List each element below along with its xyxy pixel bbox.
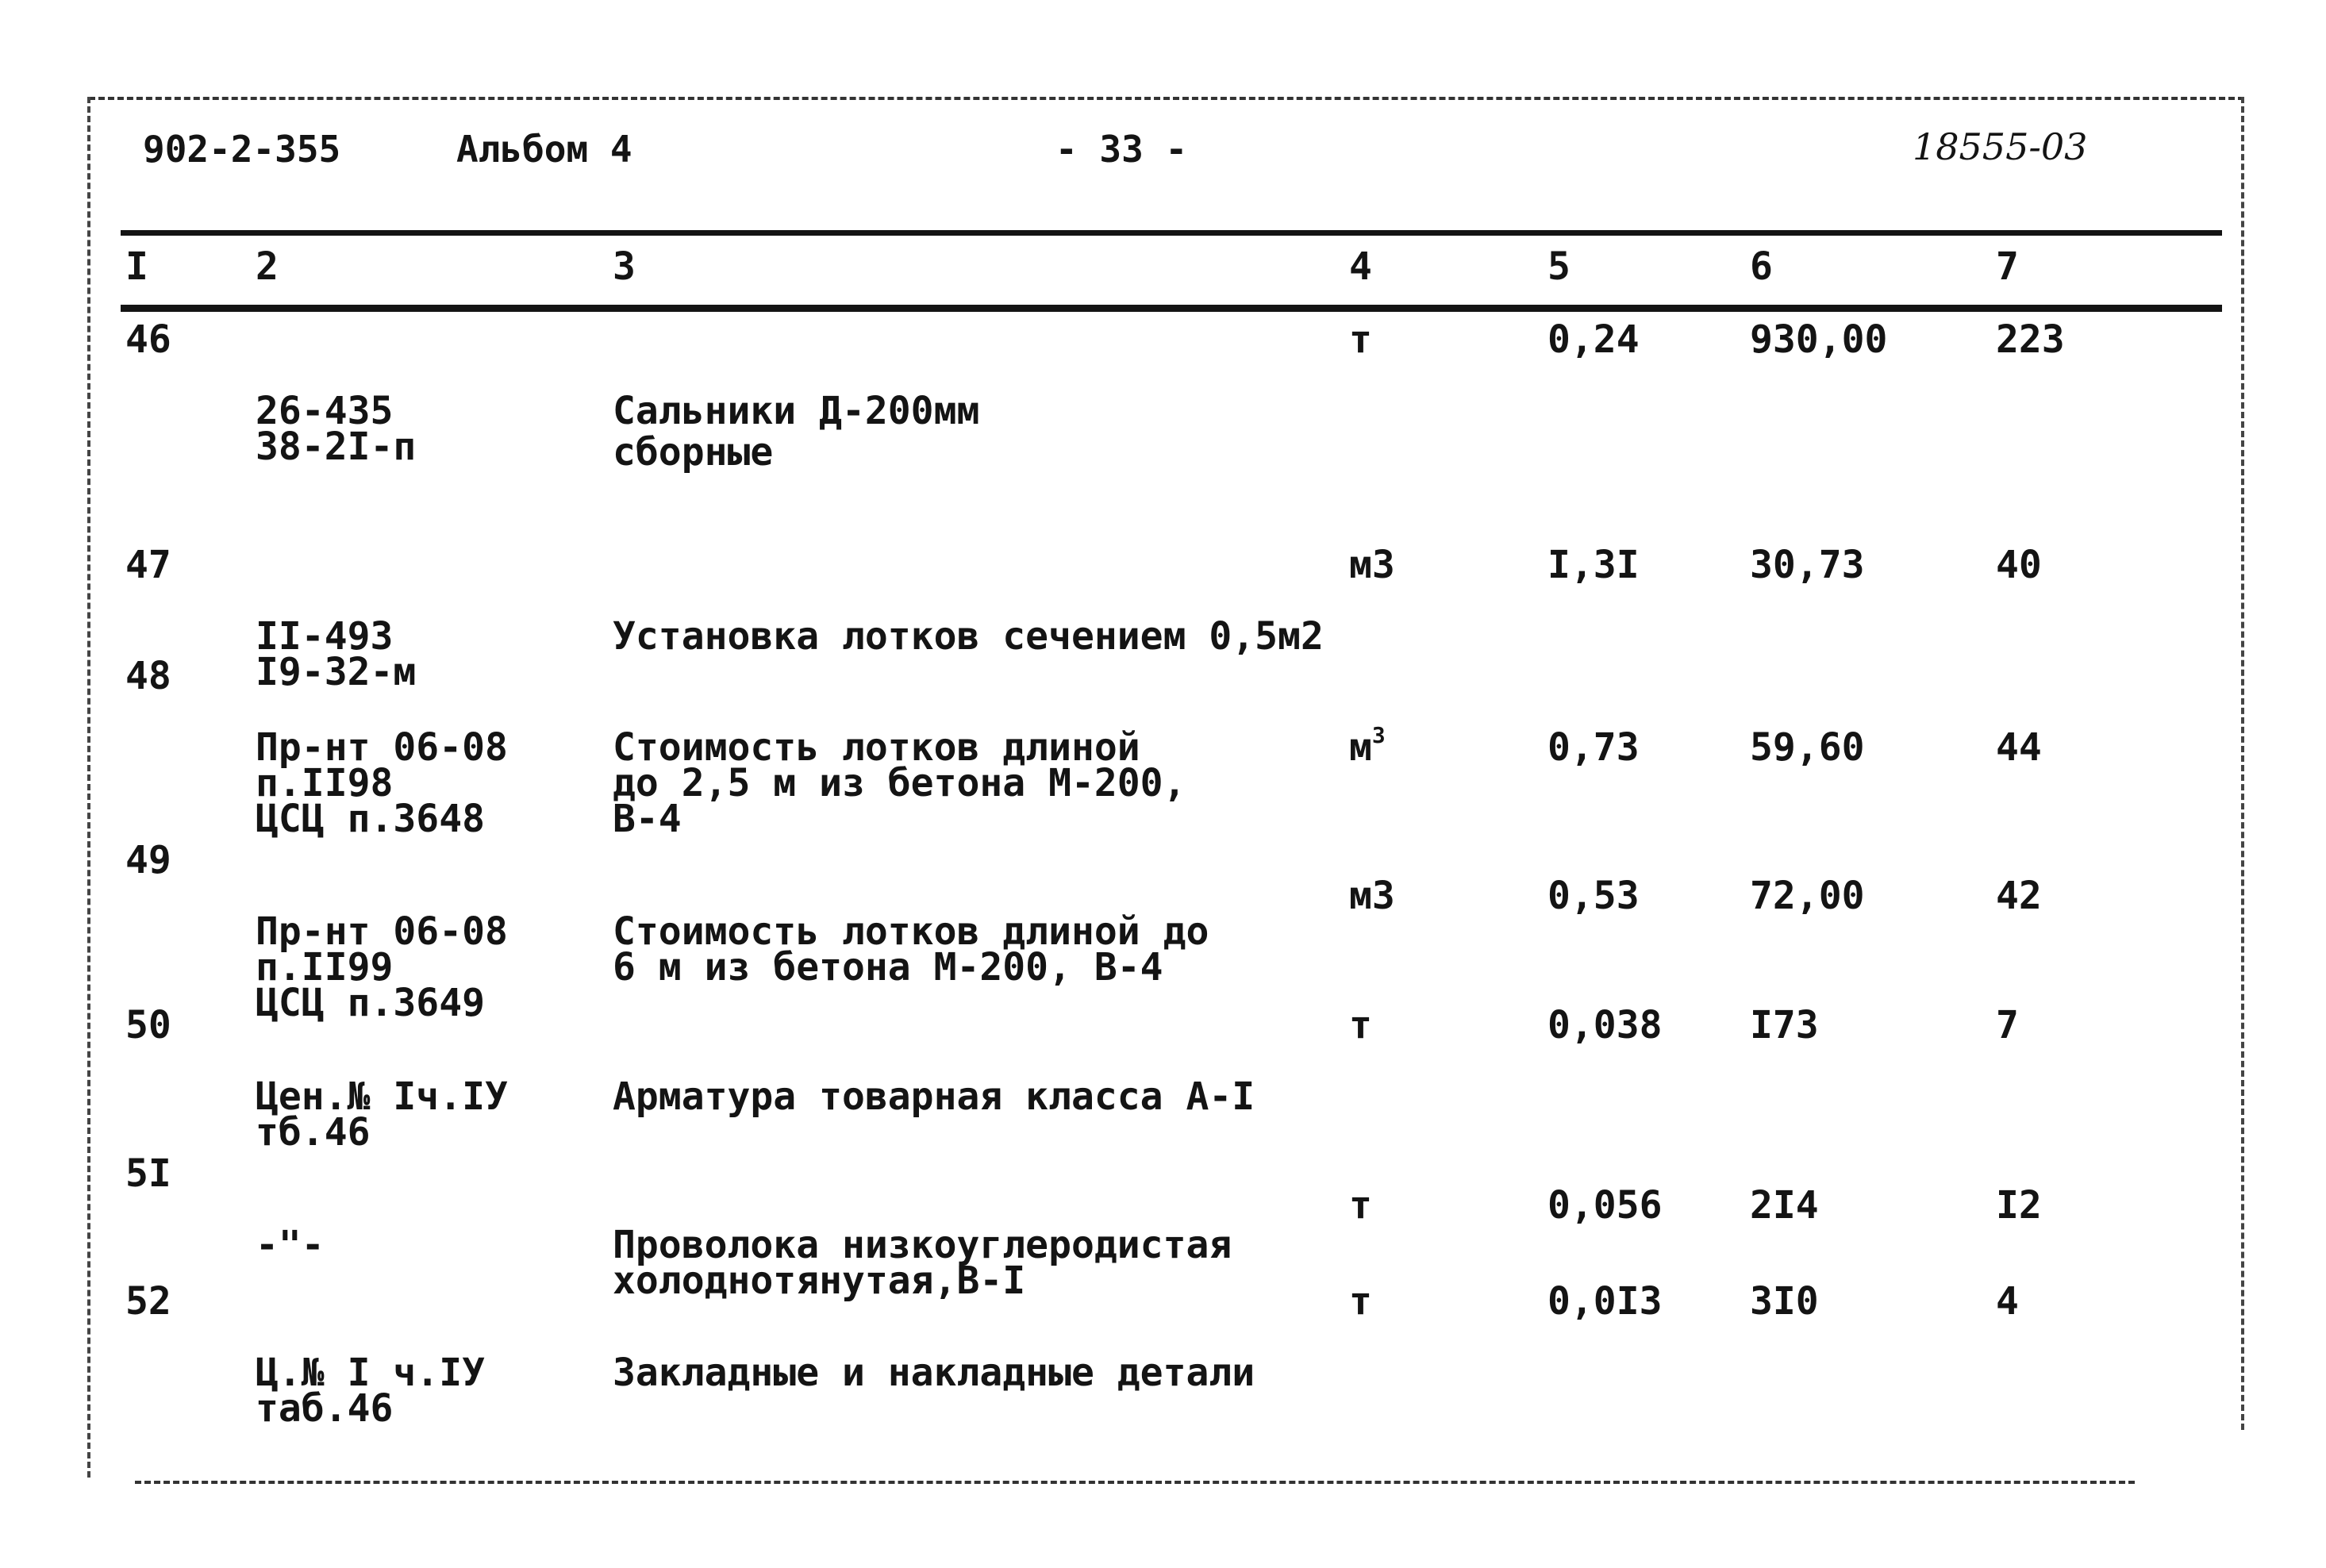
frame-right-border xyxy=(2241,97,2244,1430)
description-cell: Закладные и накладные детали xyxy=(613,1351,1255,1395)
quantity-cell: 0,056 xyxy=(1547,1183,1663,1228)
price-cell: 930,00 xyxy=(1750,317,1888,362)
description-cell: Установка лотков сечением 0,5м2 xyxy=(613,614,1324,659)
description-cell: Арматура товарная класса А-I xyxy=(613,1074,1255,1119)
price-cell: 72,00 xyxy=(1750,874,1865,918)
column-number-4: 4 xyxy=(1349,244,1372,289)
price-cell: 3I0 xyxy=(1750,1279,1819,1324)
cost-cell: 44 xyxy=(1996,725,2042,770)
cost-cell: 4 xyxy=(1996,1279,2019,1324)
header-rule-bottom xyxy=(121,305,2222,312)
column-number-6: 6 xyxy=(1750,244,1773,289)
column-number-3: 3 xyxy=(613,244,636,289)
frame-left-border xyxy=(87,97,90,1478)
cost-cell: I2 xyxy=(1996,1183,2042,1228)
reference-cell: Пр-нт 06-08 п.II99 ЦСЦ п.3649 xyxy=(256,909,508,1025)
unit-cell: т xyxy=(1349,317,1372,362)
unit-cell: $м^3$ xyxy=(1349,722,1386,770)
unit-superscript: 3 xyxy=(1371,722,1386,748)
quantity-cell: I,3I xyxy=(1547,543,1640,587)
reference-cell: 26-435 38-2I-п xyxy=(256,389,417,469)
quantity-cell: 0,73 xyxy=(1547,725,1640,770)
reference-cell: Пр-нт 06-08 п.II98 ЦСЦ п.3648 xyxy=(256,725,508,841)
description-cell: Стоимость лотков длиной до 6 м из бетона М-200, В-4 xyxy=(613,909,1209,990)
row-number: 50 xyxy=(125,1003,171,1047)
unit-cell: т xyxy=(1349,1183,1372,1228)
document-number: 18555-03 xyxy=(1913,125,2088,168)
unit-cell: т xyxy=(1349,1003,1372,1047)
page-number: - 33 - xyxy=(1055,128,1188,171)
cost-cell: 42 xyxy=(1996,874,2042,918)
quantity-cell: 0,0I3 xyxy=(1547,1279,1663,1324)
quantity-cell: 0,24 xyxy=(1547,317,1640,362)
description-cell: Проволока низкоуглеродистая холоднотянутая,В-I xyxy=(613,1223,1232,1303)
quantity-cell: 0,038 xyxy=(1547,1003,1663,1047)
section-note: сборные xyxy=(613,430,774,475)
price-cell: 30,73 xyxy=(1750,543,1865,587)
quantity-cell: 0,53 xyxy=(1547,874,1640,918)
document-code: 902-2-355 xyxy=(143,128,341,171)
cost-cell: 7 xyxy=(1996,1003,2019,1047)
price-cell: I73 xyxy=(1750,1003,1819,1047)
reference-cell: -"- xyxy=(256,1223,325,1267)
price-cell: 59,60 xyxy=(1750,725,1865,770)
unit-cell: м3 xyxy=(1349,543,1395,587)
row-number: 48 xyxy=(125,654,171,698)
row-number: 47 xyxy=(125,543,171,587)
column-number-1: I xyxy=(125,244,148,289)
row-number: 49 xyxy=(125,838,171,882)
row-number: 5I xyxy=(125,1151,171,1196)
reference-cell: Ц.№ I ч.IУ таб.46 xyxy=(256,1351,485,1431)
unit-cell: т xyxy=(1349,1279,1372,1324)
reference-cell: Цен.№ Iч.IУ тб.46 xyxy=(256,1074,508,1155)
column-number-7: 7 xyxy=(1996,244,2019,289)
price-cell: 2I4 xyxy=(1750,1183,1819,1228)
unit-cell: м3 xyxy=(1349,874,1395,918)
row-number: 46 xyxy=(125,317,171,362)
frame-top-border xyxy=(89,97,2244,100)
description-cell: Сальники Д-200мм xyxy=(613,389,980,433)
column-number-2: 2 xyxy=(256,244,279,289)
header-rule-top xyxy=(121,230,2222,236)
cost-cell: 223 xyxy=(1996,317,2065,362)
reference-cell: II-493 I9-32-м xyxy=(256,614,417,694)
description-cell: Стоимость лотков длиной до 2,5 м из бетона М-200, В-4 xyxy=(613,725,1186,841)
column-number-5: 5 xyxy=(1547,244,1571,289)
album-label: Альбом 4 xyxy=(456,128,632,171)
row-number: 52 xyxy=(125,1279,171,1324)
cost-cell: 40 xyxy=(1996,543,2042,587)
